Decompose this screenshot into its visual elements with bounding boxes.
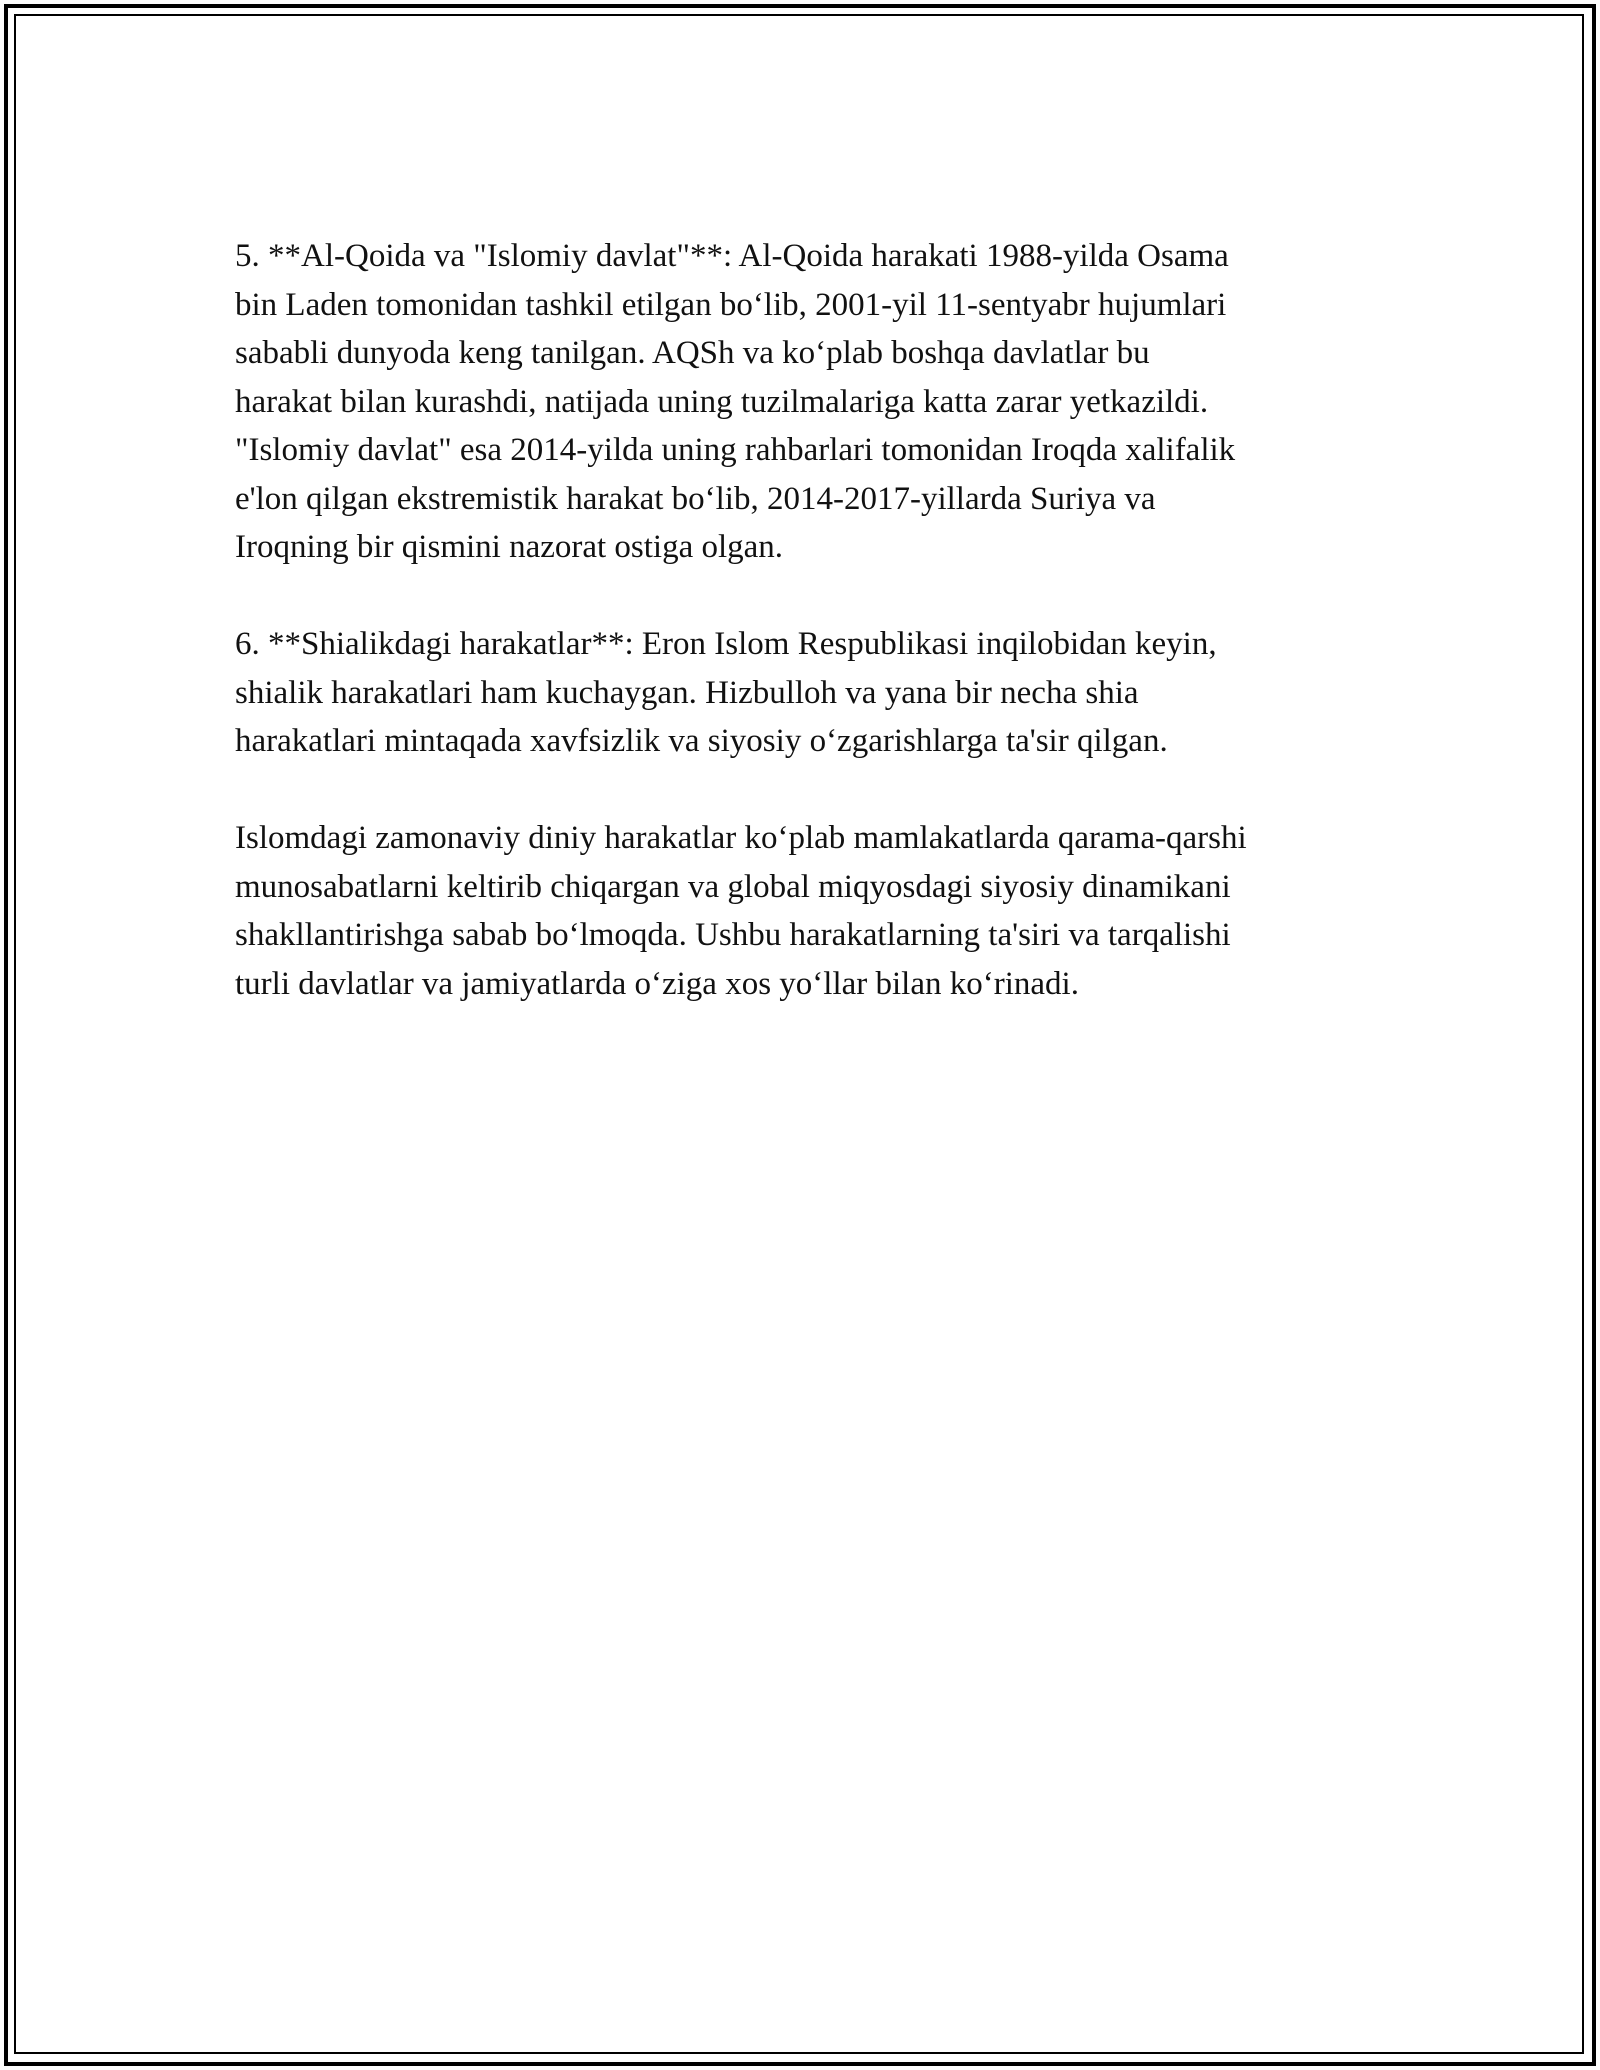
paragraph-shialik: 6. **Shialikdagi harakatlar**: Eron Islom Respublikasi inqilobidan keyin, shialik harakatlari ham kuchaygan. Hizbulloh va yana bir necha shia harakatlari mintaqada xavfsizlik va siyosiy o‘zgarishlarga ta'sir qilgan. bbox=[235, 626, 1217, 759]
document-body bbox=[235, 232, 1375, 1057]
paragraph-al-qoida: 5. **Al-Qoida va "Islomiy davlat"**: Al-Qoida harakati 1988-yilda Osama bin Laden tomonidan tashkil etilgan bo‘lib, 2001-yil 11-sentyabr hujumlari sababli dunyoda keng tanilgan. AQSh va ko‘plab boshqa davlatlar bu harakat bilan kurashdi, natijada uning tuzilmalariga katta zarar yetkazildi. "Islomiy davlat" esa 2014-yilda uning rahbarlari tomonidan Iroqda xalifalik e'lon qilgan ekstremistik harakat bo‘lib, 2014-2017-yillarda Suriya va Iroqning bir qismini nazorat ostiga olgan. bbox=[235, 238, 1236, 565]
paragraph-conclusion: Islomdagi zamonaviy diniy harakatlar ko‘plab mamlakatlarda qarama-qarshi munosabatlarni keltirib chiqargan va global miqyosdagi siyosiy dinamikani shakllantirishga sabab bo‘lmoqda. Ushbu harakatlarning ta'siri va tarqalishi turli davlatlar va jamiyatlarda o‘ziga xos yo‘llar bilan ko‘rinadi. bbox=[235, 820, 1247, 1002]
